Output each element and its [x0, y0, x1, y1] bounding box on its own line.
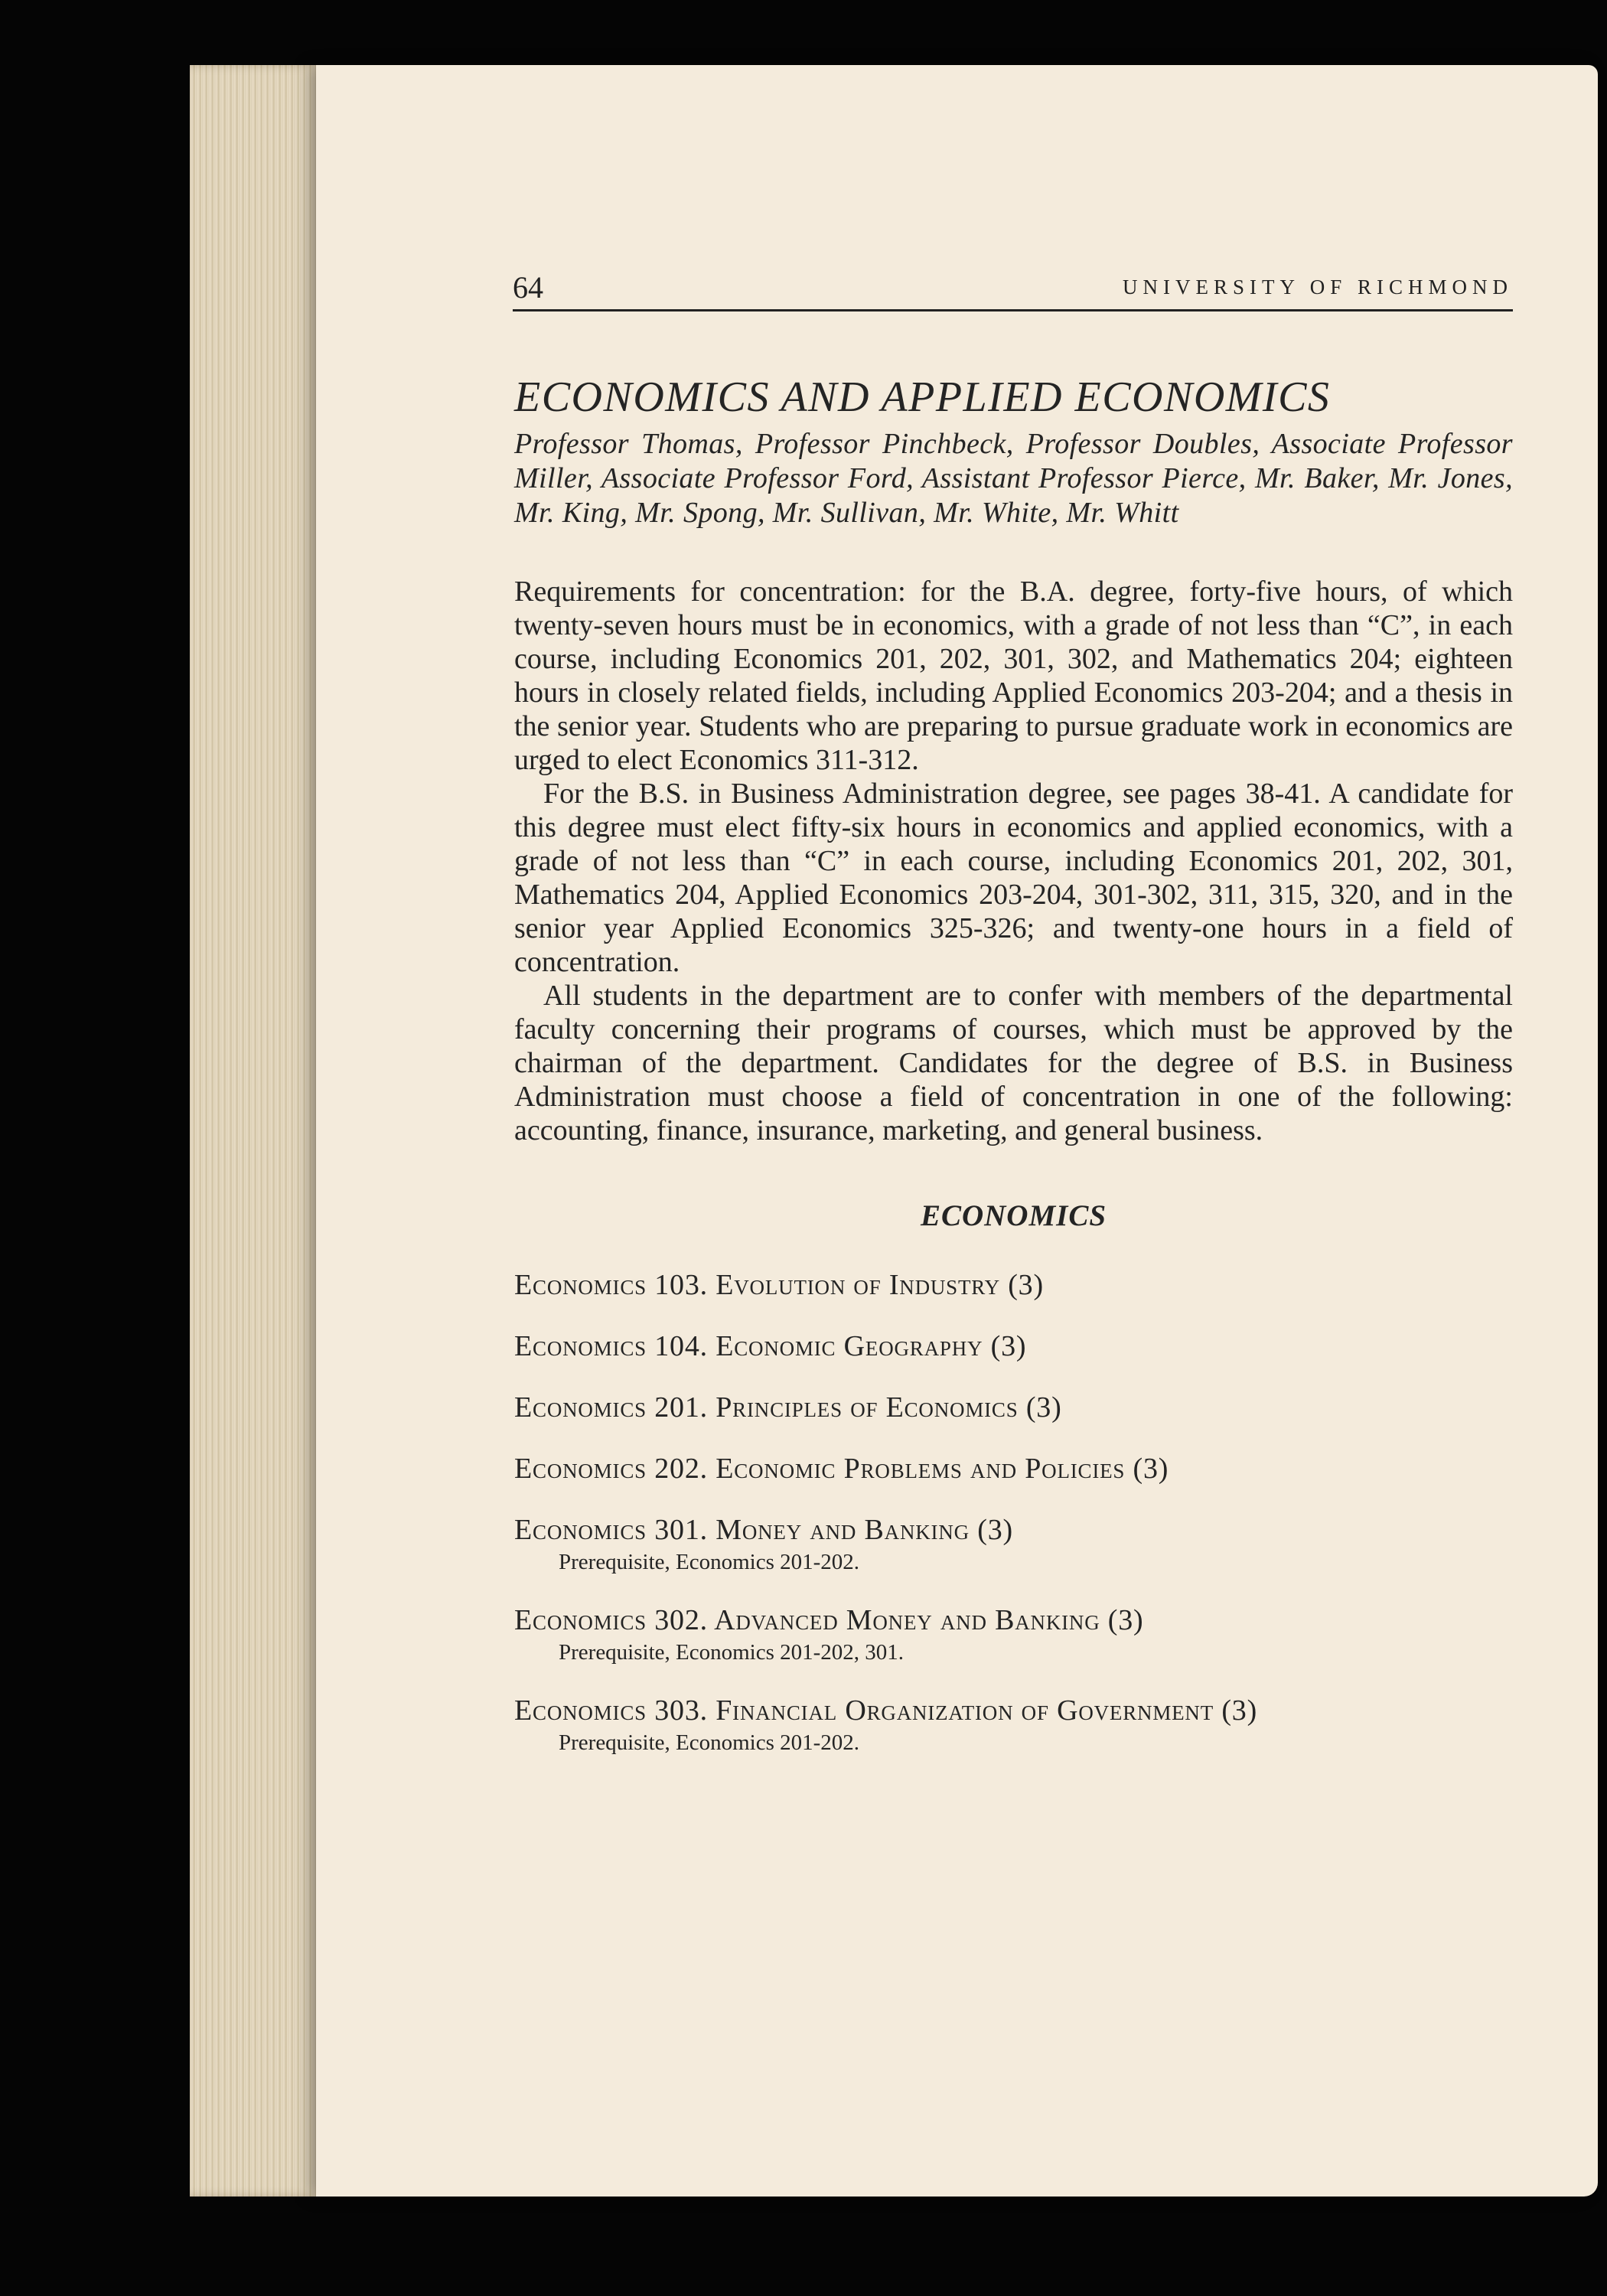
faculty-list: Professor Thomas, Professor Pinchbeck, Professor Doubles, Associate Professor Miller, Associate Professor Ford, Assistant Professor Pierce, Mr. Baker, Mr. Jones, Mr. King, Mr. Spong, Mr. Sullivan, Mr. White, Mr. Whitt [514, 428, 1513, 529]
running-head: UNIVERSITY OF RICHMOND [1122, 276, 1513, 298]
course-entry [514, 1452, 1513, 1486]
course-title: Economics 303. Financial Organization of Government (3) [514, 1694, 1258, 1727]
course-title: Economics 201. Principles of Economics (3) [514, 1391, 1062, 1424]
bs-degree-paragraph: For the B.S. in Business Administration degree, see pages 38-41. A candidate for this degree must elect fifty-six hours in economics and applied economics, with a grade of not less than “C” in each course, including Economics 201, 202, 301, Mathematics 204, Applied Economics 203-204, 301-302, 311, 315, 320, and in the senior year Applied Economics 325-326; and twenty-one hours in a field of concentration. [514, 778, 1513, 978]
course-entry [514, 1513, 1513, 1576]
page-edges [190, 65, 320, 2197]
course-title: Economics 202. Economic Problems and Policies (3) [514, 1453, 1169, 1485]
courses-heading: ECONOMICS [920, 1199, 1107, 1232]
page-content [514, 371, 1513, 1784]
course-entry [514, 1391, 1513, 1424]
requirements-paragraph: Requirements for concentration: for the B.A. degree, forty-five hours, of which twenty-seven hours must be in economics, with a grade of not less than “C”, in each course, including Economics 201, 202, 301, 302, and Mathematics 204; eighteen hours in closely related fields, including Applied Economics 203-204; and a thesis in the senior year. Students who are preparing to pursue graduate work in economics are urged to elect Economics 311-312. [514, 576, 1513, 776]
course-prerequisite: Prerequisite, Economics 201-202. [559, 1730, 860, 1755]
course-entry [514, 1268, 1513, 1302]
course-title: Economics 302. Advanced Money and Banking (3) [514, 1604, 1144, 1636]
section-title: ECONOMICS AND APPLIED ECONOMICS [514, 373, 1331, 421]
course-entry [514, 1603, 1513, 1666]
course-title: Economics 104. Economic Geography (3) [514, 1330, 1027, 1362]
course-entry [514, 1329, 1513, 1363]
course-title: Economics 103. Evolution of Industry (3) [514, 1269, 1044, 1301]
department-advice-paragraph: All students in the department are to confer with members of the departmental faculty concerning their programs of courses, which must be approved by the chairman of the department. Candidates for the degree of B.S. in Business Administration must choose a field of concentration in one of the following: accounting, finance, insurance, marketing, and general business. [514, 980, 1513, 1146]
course-prerequisite: Prerequisite, Economics 201-202. [559, 1550, 860, 1574]
page-number: 64 [513, 270, 543, 305]
course-prerequisite: Prerequisite, Economics 201-202, 301. [559, 1640, 905, 1665]
course-entry [514, 1694, 1513, 1756]
page-header [513, 269, 1513, 311]
course-title: Economics 301. Money and Banking (3) [514, 1514, 1013, 1546]
